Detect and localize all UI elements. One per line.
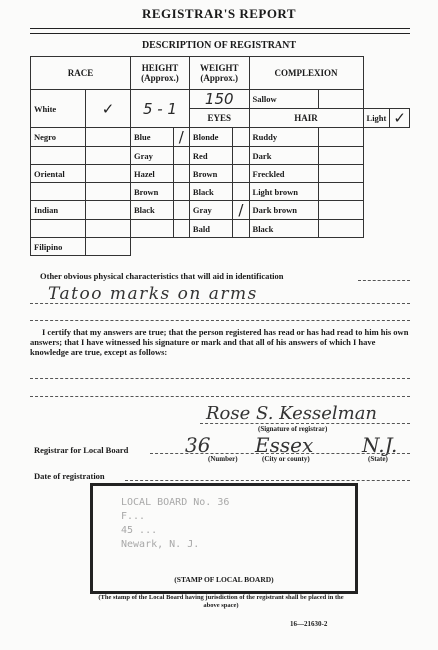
race-indian: Indian <box>31 201 86 220</box>
race-filipino: Filipino <box>31 238 86 256</box>
certification-text: I certify that my answers are true; that the person registered has read or has had read to him his own answers; that I have witnessed his signature or mark and that all of his answers of which I have knowledge are true, except as follows: <box>30 327 409 357</box>
complexion-freckled: Freckled <box>249 165 318 183</box>
board-number: 36 <box>185 433 211 457</box>
eyes-check: / <box>173 128 189 147</box>
title-rule-2 <box>30 33 410 34</box>
complexion-black: Black <box>249 220 318 238</box>
hair-brown: Brown <box>189 165 232 183</box>
county-label: (City or county) <box>262 455 310 463</box>
complexion-light: Light <box>363 109 390 128</box>
date-label: Date of registration <box>34 471 105 481</box>
signature-label: (Signature of registrar) <box>258 425 328 433</box>
registrar-board-label: Registrar for Local Board <box>34 445 129 455</box>
race-white: White <box>31 90 86 128</box>
eyes-hazel: Hazel <box>131 165 174 183</box>
eyes-header: EYES <box>189 109 249 128</box>
height-header: HEIGHT (Approx.) <box>131 57 190 90</box>
complexion-sallow: Sallow <box>249 90 318 109</box>
board-county: Essex <box>255 433 314 457</box>
hair-black: Black <box>189 183 232 201</box>
hair-red: Red <box>189 147 232 165</box>
other-characteristics-label: Other obvious physical characteristics that will aid in identification <box>40 271 284 281</box>
eyes-black: Black <box>131 201 174 220</box>
other-characteristics-value: Tatoo marks on arms <box>48 284 258 304</box>
eyes-gray: Gray <box>131 147 174 165</box>
hair-header: HAIR <box>249 109 363 128</box>
weight-header: WEIGHT (Approx.) <box>189 57 249 90</box>
eyes-brown: Brown <box>131 183 174 201</box>
complexion-header: COMPLEXION <box>249 57 363 90</box>
complexion-dark-brown: Dark brown <box>249 201 318 220</box>
local-board-stamp: LOCAL BOARD No. 36 F... 45 ... Newark, N. J. <box>121 497 230 550</box>
complexion-check: ✓ <box>390 109 410 128</box>
state-label: (State) <box>368 455 388 463</box>
board-state: N.J. <box>362 433 398 457</box>
form-number: 16—21630-2 <box>290 620 328 628</box>
hair-blonde: Blonde <box>189 128 232 147</box>
hair-check: / <box>233 201 249 220</box>
height-value: 5 - 1 <box>131 90 190 128</box>
stamp-box <box>90 483 358 594</box>
stamp-label: (STAMP OF LOCAL BOARD) <box>174 575 274 584</box>
description-table <box>30 56 410 256</box>
section-subtitle: DESCRIPTION OF REGISTRANT <box>141 40 297 51</box>
complexion-dark: Dark <box>249 147 318 165</box>
complexion-light-brown: Light brown <box>249 183 318 201</box>
weight-value: 150 <box>189 90 249 109</box>
race-header: RACE <box>31 57 131 90</box>
title-rule <box>30 28 410 29</box>
hair-gray: Gray <box>189 201 232 220</box>
hair-bald: Bald <box>189 220 232 238</box>
eyes-blue: Blue <box>131 128 174 147</box>
report-title: REGISTRAR'S REPORT <box>141 6 297 21</box>
race-check: ✓ <box>86 90 131 128</box>
race-negro: Negro <box>31 128 86 147</box>
stamp-footnote: (The stamp of the Local Board having jurisdiction of the registrant shall be placed in the above space) <box>98 594 344 609</box>
complexion-ruddy: Ruddy <box>249 128 318 147</box>
number-label: (Number) <box>208 455 238 463</box>
race-oriental: Oriental <box>31 165 86 183</box>
registrar-signature: Rose S. Kesselman <box>206 403 378 424</box>
